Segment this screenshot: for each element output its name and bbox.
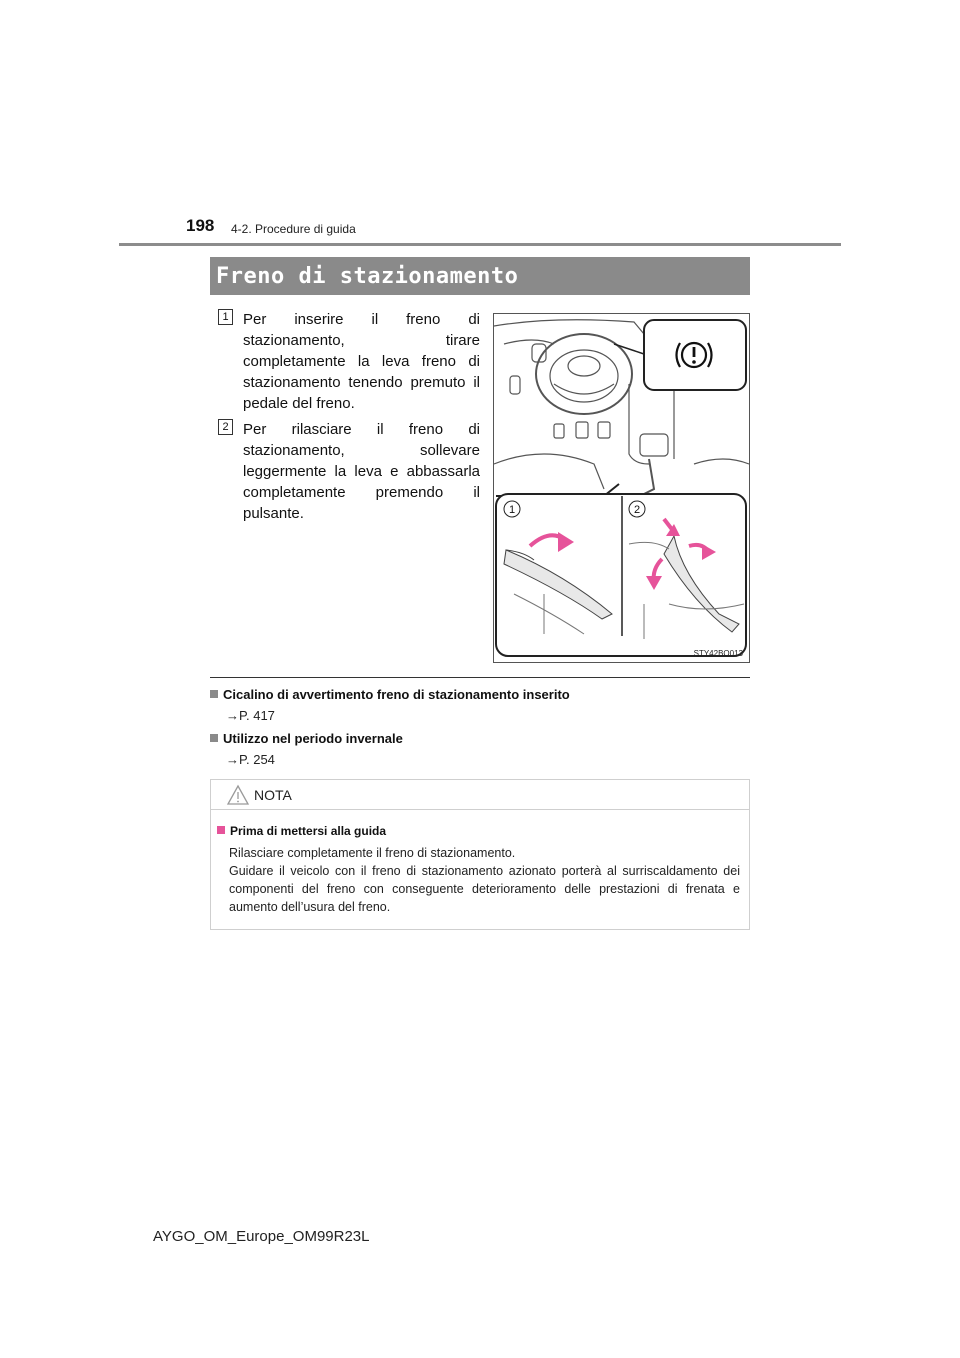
notice-body-line-2: Guidare il veicolo con il freno di stazionamento azionato porterà al surriscaldamento dei componenti del freno con conseguente deterioramento delle prestazioni di frenata e aumento dell’usura del freno.: [229, 864, 740, 914]
step-text-1: Per inserire il freno di stazionamento, tirare completamente la leva freno di stazionamento tenendo premuto il pedale del freno.: [243, 311, 480, 412]
footer-code: AYGO_OM_Europe_OM99R23L: [153, 1228, 370, 1245]
note-title-1: [210, 687, 570, 702]
warning-triangle-icon: [226, 784, 250, 806]
section-title: Freno di stazionamento: [216, 263, 519, 289]
bullet-square-icon: [210, 734, 218, 742]
bullet-square-icon: [217, 826, 225, 834]
notice-label: NOTA: [254, 787, 292, 803]
notice-body: [229, 844, 740, 916]
section-reference: 4-2. Procedure di guida: [231, 222, 356, 236]
note-title-text-2: Utilizzo nel periodo invernale: [223, 731, 403, 746]
parking-brake-illustration: [493, 313, 750, 663]
note-ref-1[interactable]: →P. 417: [226, 708, 275, 723]
figure-code: STY42BO013: [693, 649, 743, 658]
notice-header: [211, 780, 749, 810]
illustration-drawing: [494, 314, 749, 662]
note-title-2: [210, 731, 403, 746]
callout-2: 2: [633, 504, 641, 516]
header-rule: [119, 243, 841, 246]
note-title-text-1: Cicalino di avvertimento freno di stazionamento inserito: [223, 687, 570, 702]
step-number-1: 1: [218, 309, 233, 325]
step-text-2: Per rilasciare il freno di stazionamento, sollevare leggermente la leva e abbassarla completamente premendo il pulsante.: [243, 421, 480, 522]
page-number: 198: [186, 216, 215, 235]
notice-subtitle-text: Prima di mettersi alla guida: [230, 824, 387, 838]
section-title-bar: [210, 257, 750, 295]
separator-rule: [210, 677, 750, 678]
notice-box: [210, 779, 750, 930]
note-ref-2[interactable]: →P. 254: [226, 752, 275, 767]
notice-body-line-1: Rilasciare completamente il freno di stazionamento.: [229, 846, 516, 860]
step-number-2: 2: [218, 419, 233, 435]
callout-1: 1: [508, 504, 516, 516]
notice-subtitle: [217, 824, 386, 838]
bullet-square-icon: [210, 690, 218, 698]
